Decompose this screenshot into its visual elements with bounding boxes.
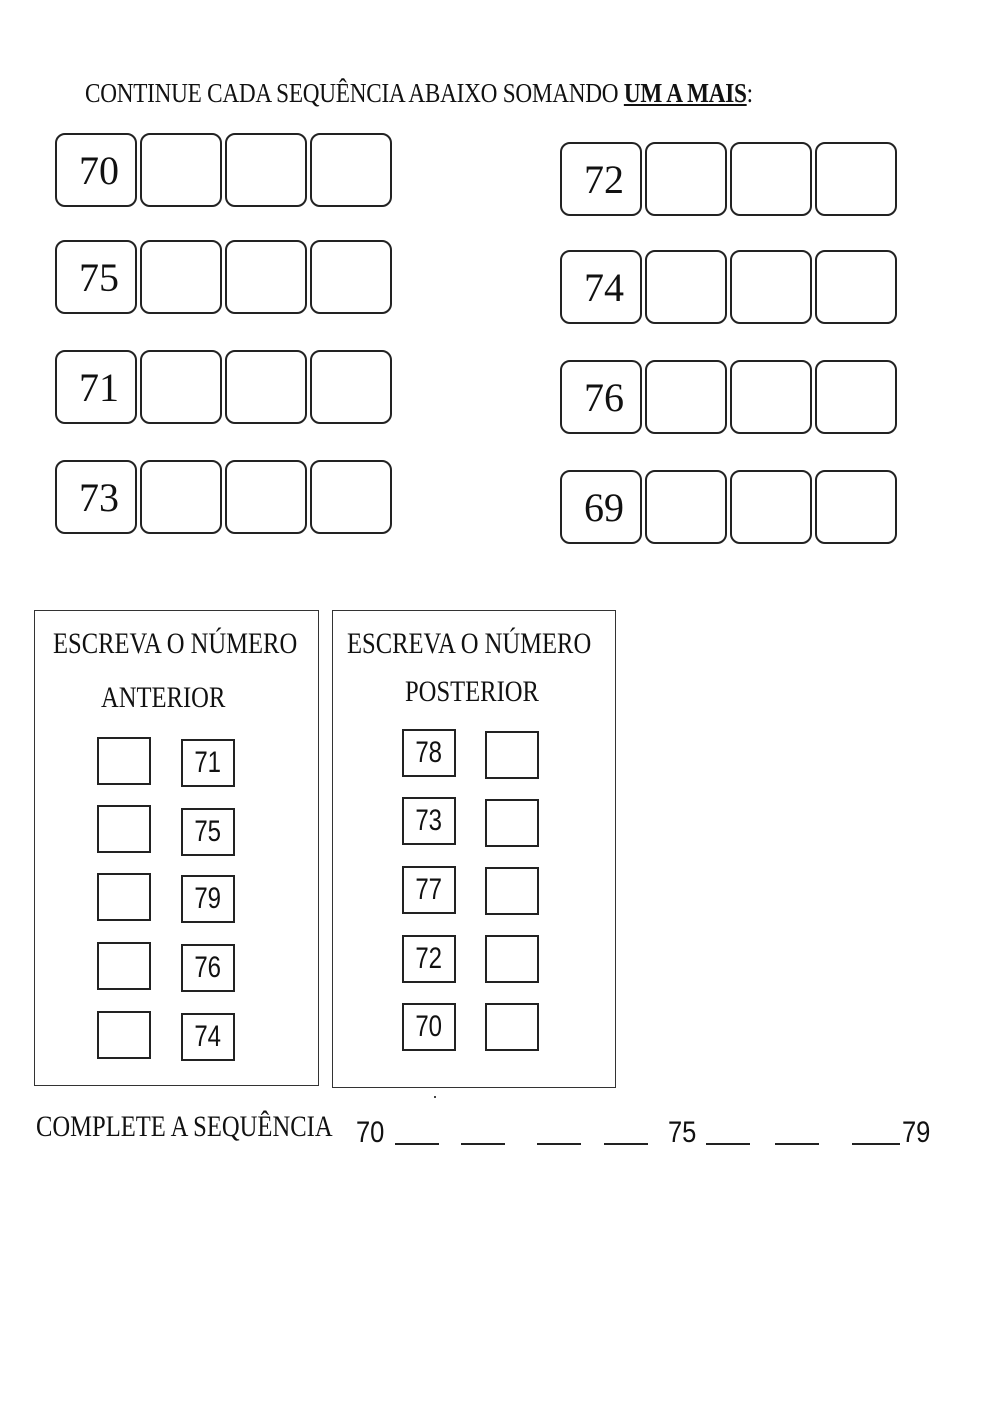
complete-sequence-blank[interactable] (395, 1143, 439, 1145)
sequence-answer-box[interactable] (225, 133, 307, 207)
anterior-answer-box[interactable] (97, 737, 151, 785)
sequence-answer-box[interactable] (310, 350, 392, 424)
posterior-given-number: 72 (402, 935, 456, 983)
sequence-answer-box[interactable] (310, 133, 392, 207)
sequence-answer-box[interactable] (815, 142, 897, 216)
sequence-answer-box[interactable] (225, 350, 307, 424)
sequence-start-number: 69 (560, 470, 642, 544)
sequence-row-right-4 (560, 470, 897, 544)
posterior-panel-subtitle: POSTERIOR (405, 675, 539, 708)
complete-sequence-blank[interactable] (461, 1143, 505, 1145)
sequence-answer-box[interactable] (645, 470, 727, 544)
complete-sequence-blank[interactable] (852, 1143, 900, 1145)
sequence-answer-box[interactable] (140, 133, 222, 207)
sequence-answer-box[interactable] (225, 240, 307, 314)
sequence-answer-box[interactable] (730, 360, 812, 434)
posterior-given-number: 70 (402, 1003, 456, 1051)
anterior-given-number: 74 (181, 1013, 235, 1061)
sequence-start-number: 74 (560, 250, 642, 324)
posterior-answer-box[interactable] (485, 731, 539, 779)
complete-sequence-blank[interactable] (775, 1143, 819, 1145)
anterior-given-number: 76 (181, 944, 235, 992)
sequence-answer-box[interactable] (140, 350, 222, 424)
sequence-answer-box[interactable] (815, 250, 897, 324)
sequence-row-left-4 (55, 460, 392, 534)
sequence-answer-box[interactable] (730, 470, 812, 544)
complete-sequence-blank[interactable] (537, 1143, 581, 1145)
anterior-answer-box[interactable] (97, 1011, 151, 1059)
sequence-row-left-2 (55, 240, 392, 314)
sequence-answer-box[interactable] (645, 360, 727, 434)
sequence-answer-box[interactable] (815, 470, 897, 544)
posterior-given-number: 77 (402, 866, 456, 914)
complete-sequence-end: 79 (902, 1116, 931, 1149)
anterior-answer-box[interactable] (97, 805, 151, 853)
posterior-answer-box[interactable] (485, 935, 539, 983)
sequence-answer-box[interactable] (730, 250, 812, 324)
complete-sequence-blank[interactable] (604, 1143, 648, 1145)
sequence-row-left-3 (55, 350, 392, 424)
sequence-row-right-3 (560, 360, 897, 434)
anterior-given-number: 79 (181, 875, 235, 923)
instruction-title: CONTINUE CADA SEQUÊNCIA ABAIXO SOMANDO UM A MAIS: (85, 78, 753, 108)
posterior-panel (332, 610, 616, 1088)
sequence-answer-box[interactable] (645, 142, 727, 216)
anterior-panel-subtitle: ANTERIOR (101, 681, 226, 714)
instruction-emphasis: UM A MAIS (623, 78, 747, 108)
anterior-answer-box[interactable] (97, 942, 151, 990)
sequence-answer-box[interactable] (310, 460, 392, 534)
anterior-panel-title: ESCREVA O NÚMERO (53, 627, 298, 660)
posterior-given-number: 73 (402, 797, 456, 845)
complete-sequence-blank[interactable] (706, 1143, 750, 1145)
posterior-answer-box[interactable] (485, 1003, 539, 1051)
complete-sequence-middle: 75 (668, 1116, 697, 1149)
sequence-answer-box[interactable] (815, 360, 897, 434)
sequence-start-number: 70 (55, 133, 137, 207)
posterior-answer-box[interactable] (485, 799, 539, 847)
sequence-answer-box[interactable] (730, 142, 812, 216)
sequence-start-number: 76 (560, 360, 642, 434)
sequence-start-number: 75 (55, 240, 137, 314)
sequence-answer-box[interactable] (645, 250, 727, 324)
sequence-answer-box[interactable] (140, 460, 222, 534)
sequence-answer-box[interactable] (310, 240, 392, 314)
posterior-answer-box[interactable] (485, 867, 539, 915)
sequence-row-right-2 (560, 250, 897, 324)
sequence-row-left-1 (55, 133, 392, 207)
sequence-start-number: 72 (560, 142, 642, 216)
complete-sequence-start: 70 (356, 1116, 385, 1149)
sequence-answer-box[interactable] (225, 460, 307, 534)
sequence-start-number: 73 (55, 460, 137, 534)
stray-mark (434, 1096, 436, 1098)
anterior-given-number: 75 (181, 808, 235, 856)
anterior-panel (34, 610, 319, 1086)
posterior-panel-title: ESCREVA O NÚMERO (347, 627, 592, 660)
anterior-answer-box[interactable] (97, 873, 151, 921)
sequence-start-number: 71 (55, 350, 137, 424)
posterior-given-number: 78 (402, 729, 456, 777)
sequence-answer-box[interactable] (140, 240, 222, 314)
anterior-given-number: 71 (181, 739, 235, 787)
sequence-row-right-1 (560, 142, 897, 216)
complete-sequence-label: COMPLETE A SEQUÊNCIA (36, 1110, 333, 1143)
